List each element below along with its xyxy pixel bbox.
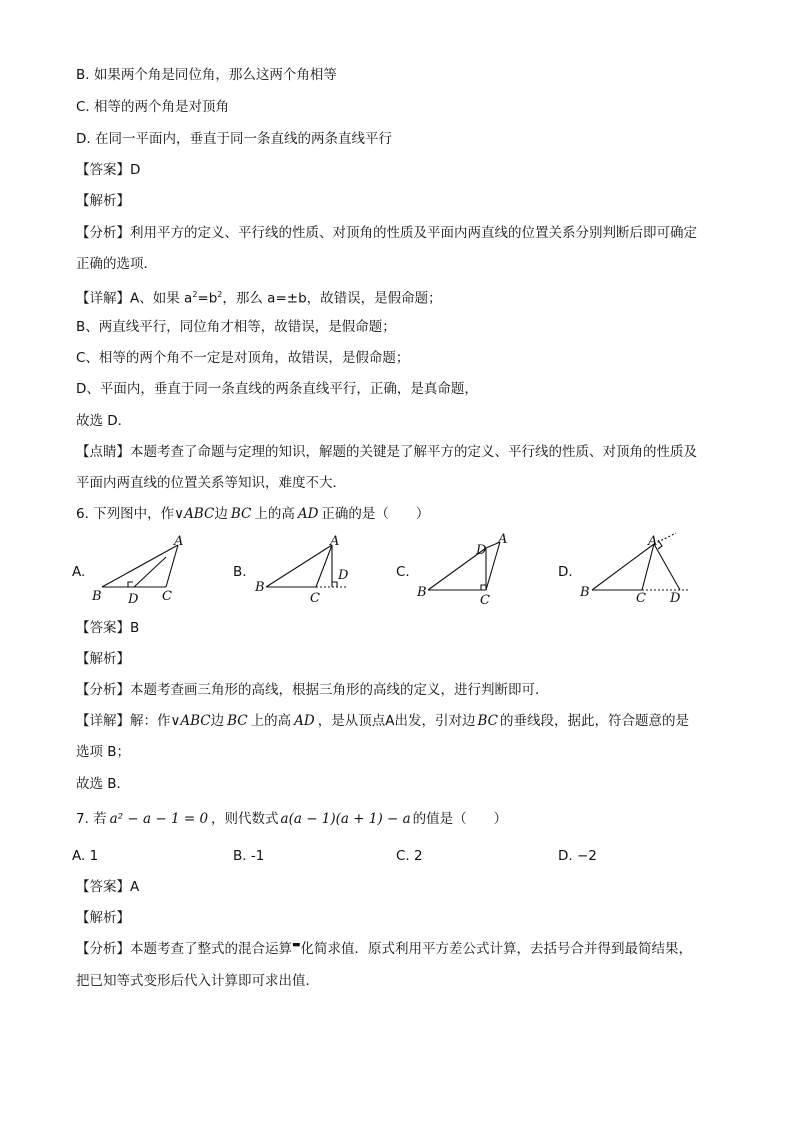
detail-5-line4: D、平面内，垂直于同一条直线的两条直线平行，正确，是真命题， xyxy=(76,381,478,397)
figure-d xyxy=(576,530,696,606)
q7-text: ，则代数式 xyxy=(211,811,279,827)
figure-a xyxy=(90,533,200,605)
q6-abc: ABC xyxy=(184,506,215,522)
detail-5-line1 xyxy=(76,286,442,308)
vertex-b: B xyxy=(580,585,590,600)
comment-5-line1: 【点睛】本题考查了命题与定理的知识，解题的关键是了解平方的定义、平行线的性质、对顶角的性质及 xyxy=(76,444,697,460)
q6-text: 边 xyxy=(214,506,228,522)
conclusion-6: 故选 B． xyxy=(76,776,131,792)
detail-6-text: 边 xyxy=(210,713,225,729)
edge-ba xyxy=(592,544,654,590)
option-b-text: B. 如果两个角是同位角，那么这两个角相等 xyxy=(76,67,337,83)
vertex-d: D xyxy=(476,543,487,558)
detail-5-part2: =b xyxy=(197,290,218,307)
conclusion-5: 故选 D． xyxy=(76,413,132,429)
q7-option-a: A. 1 xyxy=(72,848,99,864)
figure-c xyxy=(412,530,522,606)
right-angle-mark xyxy=(658,540,662,549)
q7-expression: a(a − 1)(a + 1) − a xyxy=(280,811,411,827)
detail-5-line3: C、相等的两个角不一定是对顶角，故错误，是假命题； xyxy=(76,350,410,366)
figure-b xyxy=(250,533,360,605)
vertex-c: C xyxy=(162,589,172,604)
detail-6-line1 xyxy=(76,712,689,730)
comment-5-line2: 平面内两直线的位置关系等知识，难度不大． xyxy=(76,475,346,491)
vertex-d: D xyxy=(670,591,681,606)
vertex-b: B xyxy=(417,585,427,600)
analysis-7-line1 xyxy=(76,940,692,960)
edge-ac xyxy=(486,542,500,590)
answer-5: 【答案】D xyxy=(76,162,141,178)
wrong-altitude xyxy=(654,544,680,590)
q6-text: 上的高 xyxy=(254,506,295,522)
q7-equation: a² − a − 1 = 0 xyxy=(109,811,209,827)
q6-text: 6. 下列图中，作 xyxy=(76,506,175,522)
figure-c-label: C. xyxy=(396,564,410,580)
detail-5-part3: ，那么 a=±b，故错误，是假命题； xyxy=(222,290,442,307)
question-6 xyxy=(76,505,429,523)
vertex-a: A xyxy=(174,534,184,549)
vertex-a: A xyxy=(330,534,340,549)
analysis-7-line2: 把已知等式变形后代入计算即可求出值． xyxy=(76,973,319,989)
right-angle-mark xyxy=(128,582,133,587)
q7-text: 7. 若 xyxy=(76,811,107,827)
detail-5-part1: 【详解】A、如果 a xyxy=(76,290,193,307)
detail-6-text: 的垂线段，据此，符合题意的是 xyxy=(500,713,689,729)
question-7 xyxy=(76,810,507,828)
q7-option-b: B. -1 xyxy=(233,848,265,864)
vertex-a: A xyxy=(498,532,508,547)
detail-6-bc: BC xyxy=(227,713,248,729)
q6-bc: BC xyxy=(230,506,252,522)
vertex-d: D xyxy=(128,592,139,605)
edge-ba xyxy=(266,545,332,587)
analysis-7-part2: 化简求值．原式利用平方差公式计算，去括号合并得到最简结果， xyxy=(300,941,693,957)
detail-6-text: 【详解】解：作 xyxy=(76,713,171,729)
triangle-symbol: ∨ xyxy=(170,713,181,729)
figure-a-label: A. xyxy=(72,564,86,580)
option-c-text: C. 相等的两个角是对顶角 xyxy=(76,99,230,115)
analysis-6: 【分析】本题考查画三角形的高线，根据三角形的高线的定义，进行判断即可． xyxy=(76,682,549,698)
answer-7: 【答案】A xyxy=(76,879,140,895)
q7-option-c: C. 2 xyxy=(396,848,423,864)
vertex-d: D xyxy=(338,568,349,583)
figure-b-label: B. xyxy=(233,564,247,580)
vertex-b: B xyxy=(92,589,102,604)
answer-6: 【答案】B xyxy=(76,620,140,636)
vertex-c: C xyxy=(310,591,320,605)
q6-text: 正确的是（ ） xyxy=(321,506,430,522)
stray-mark: ▬ xyxy=(292,940,301,950)
right-angle-mark xyxy=(481,585,486,590)
triangle-symbol: ∨ xyxy=(174,506,185,522)
analysis-5-line2: 正确的选项． xyxy=(76,256,157,272)
analysis-heading-6: 【解析】 xyxy=(76,651,130,667)
superscript: 2 xyxy=(217,290,223,299)
option-d-text: D. 在同一平面内，垂直于同一条直线的两条直线平行 xyxy=(76,131,392,147)
detail-6-text: ，是从顶点A出发，引对边 xyxy=(317,713,476,729)
edge-ac xyxy=(166,545,178,587)
wrong-altitude xyxy=(134,557,166,587)
superscript: 2 xyxy=(192,290,198,299)
analysis-5-line1: 【分析】利用平方的定义、平行线的性质、对顶角的性质及平面内两直线的位置关系分别判断后即可确定 xyxy=(76,225,697,241)
edge-ac xyxy=(316,545,332,587)
detail-6-line2: 选项 B； xyxy=(76,744,131,760)
vertex-c: C xyxy=(636,591,646,606)
analysis-heading-5: 【解析】 xyxy=(76,193,130,209)
figure-d-label: D. xyxy=(558,564,573,580)
right-angle-mark xyxy=(332,582,337,587)
q7-option-d: D. −2 xyxy=(558,848,597,864)
detail-6-abc: ABC xyxy=(180,713,211,729)
vertex-a: A xyxy=(648,534,658,549)
vertex-c: C xyxy=(480,593,490,606)
q7-text: 的值是（ ） xyxy=(412,811,508,827)
vertex-b: B xyxy=(255,580,265,595)
detail-6-bc: BC xyxy=(477,713,498,729)
detail-6-ad: AD xyxy=(294,713,315,729)
detail-6-text: 上的高 xyxy=(250,713,292,729)
analysis-7-part1: 【分析】本题考查了整式的混合运算 xyxy=(76,941,292,957)
detail-5-line2: B、两直线平行，同位角才相等，故错误，是假命题； xyxy=(76,319,396,335)
analysis-heading-7: 【解析】 xyxy=(76,910,130,926)
q6-ad: AD xyxy=(297,506,319,522)
